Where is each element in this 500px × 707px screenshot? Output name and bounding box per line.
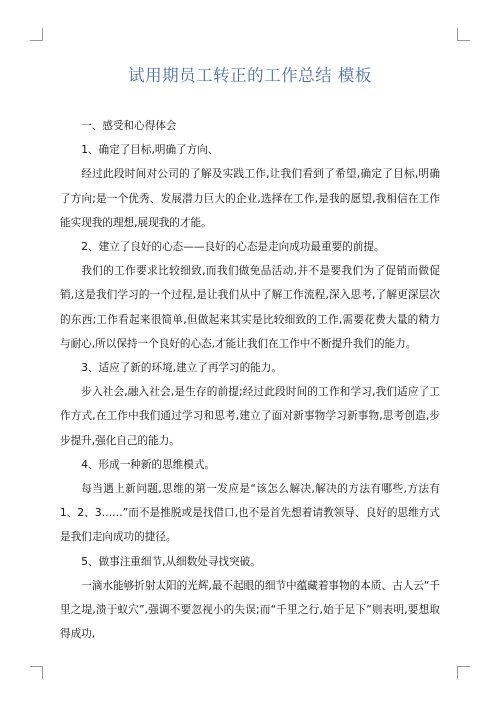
- page-corner-mark: [30, 28, 43, 41]
- page-corner-mark: [30, 666, 43, 679]
- page-corner-mark: [457, 28, 470, 41]
- document-body: [60, 114, 440, 646]
- body-paragraph: 每当遇上新问题,思维的第一发应是“该怎么解决,解决的方法有哪些,方法有1、2、3……”而不是推脱或是找借口,也不是首先想着请教领导、良好的思维方式是我们走向成功的捷径。: [60, 483, 440, 544]
- body-paragraph: 我们的工作要求比较细致,而我们做免品活动,并不是要我们为了促销而做促销,这是我们学习的一个过程,是让我们从中了解工作流程,深入思考,了解更深层次的东西;工作看起来很简单,但做起来其实是比较细致的工作,需要花费大量的精力与耐心,所以保持一个良好的心态,才能让我们在工作中不断提升我们的能力。: [60, 265, 440, 350]
- body-paragraph: 步入社会,融入社会,是生存的前提;经过此段时间的工作和学习,我们适应了工作方式,在工作中我们通过学习和思考,建立了面对新事物学习新事物,思考创造,步步提升,强化自己的能力。: [60, 386, 440, 447]
- subheading: 4、形成一种新的思维模式。: [81, 458, 216, 471]
- subheading: 2、建立了良好的心态——良好的心态是走向成功最重要的前提。: [81, 241, 385, 254]
- document-title: 试用期员工转正的工作总结 模板: [128, 66, 372, 85]
- body-paragraph: 经过此段时间对公司的了解及实践工作,让我们看到了希望,确定了目标,明确了方向;是一个优秀、发展潜力巨大的企业,选择在工作,是我的愿望,我相信在工作能实现我的理想,展现我的才能。: [60, 168, 440, 229]
- subheading: 5、做事注重细节,从细数处寻找突破。: [81, 555, 261, 568]
- section-heading: 一、感受和心得体会: [81, 120, 177, 132]
- body-paragraph: 一滴水能够折射太阳的光辉,最不起眼的细节中蕴藏着事物的本质、古人云“千里之堤,溃于蚁穴”,强调不要忽视小的失误;而“千里之行,始于足下”则表明,要想取得成功,: [60, 579, 440, 641]
- page-corner-mark: [457, 666, 470, 679]
- subheading: 1、确定了目标,明确了方向、: [81, 144, 219, 157]
- subheading: 3、适应了新的环境,建立了再学习的能力。: [81, 362, 282, 375]
